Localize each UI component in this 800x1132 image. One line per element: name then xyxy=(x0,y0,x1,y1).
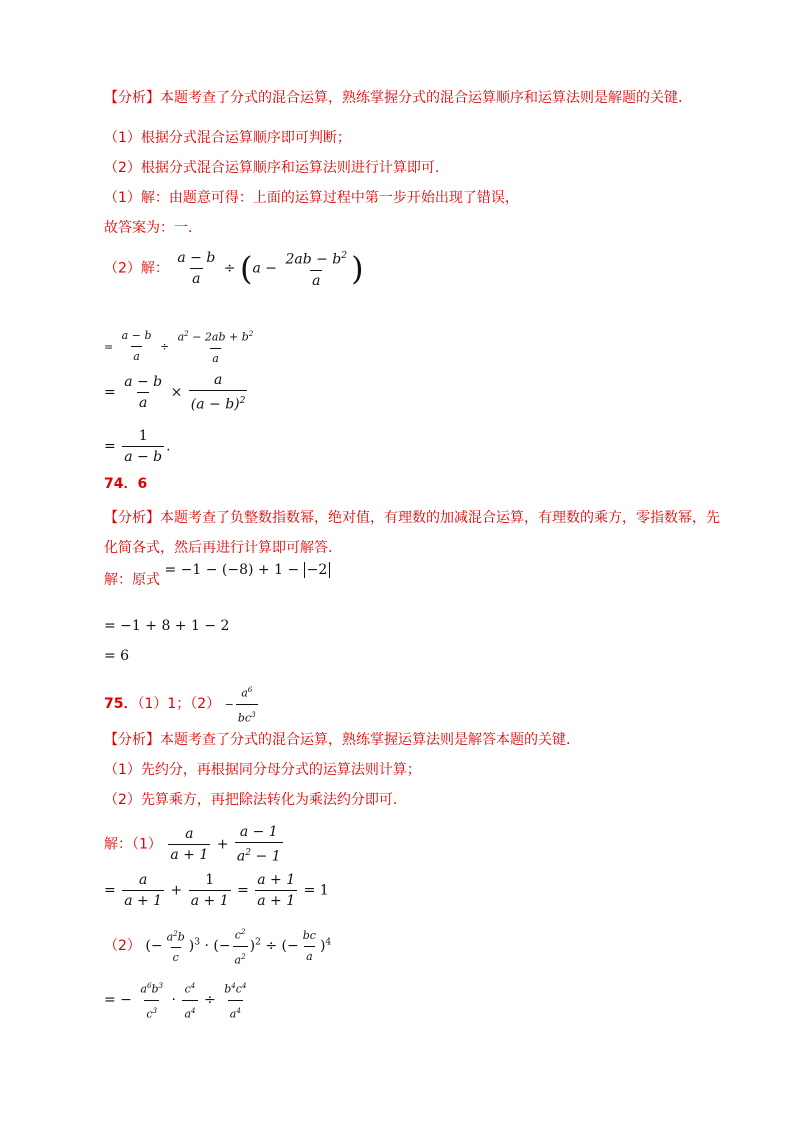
math-frac: $\frac{a}{a + 1}$ xyxy=(170,825,209,863)
solution-75-part2-label: （2） xyxy=(104,938,141,955)
math-frac: $\frac{a - b}{a}$ xyxy=(177,249,216,287)
math-frac: $\frac{c^2}{a^2}$ xyxy=(233,922,248,970)
analysis-75-part2: （2）先算乘方，再把除法转化为乘法约分即可. xyxy=(104,792,398,808)
solution-74-line3: = 6 xyxy=(104,648,130,664)
analysis-74-line1: 【分析】本题考查了负整数指数幂，绝对值，有理数的加减混合运算，有理数的乘方，零指数幂，先 xyxy=(104,510,720,526)
question-75-answer: （1）1；（2） xyxy=(137,696,221,713)
math-step-2: = $\frac{a - b}{a}$ × $\frac{a}{(a - b)^2}$ xyxy=(104,372,246,413)
math-frac: $\frac{a^6b^3}{c^3}$ xyxy=(138,976,165,1024)
analysis-73-part2: （2）根据分式混合运算顺序和运算法则进行计算即可. xyxy=(104,160,440,176)
solution-74-line1: 解：原式 = −1 − (−8) + 1 − −2 xyxy=(104,570,330,590)
solution-75-step: = $\frac{a}{a + 1}$ + $\frac{1}{a + 1}$ = $\frac{a + 1}{a + 1}$ = 1 xyxy=(104,872,329,909)
math-frac: $\frac{bc}{a}$ xyxy=(301,926,318,967)
solution-75-part2: （2） (− $\frac{a^2b}{c}$ )$^3$ · (− $\frac{c^2}{a^2}$ )$^2$ ÷ (− $\frac{bc}{a}$ )$^4$ xyxy=(104,922,331,970)
solution-74-line2: = −1 + 8 + 1 − 2 xyxy=(104,618,230,634)
solution-75-label: 解：（1） xyxy=(104,836,162,853)
analysis-75: 【分析】本题考查了分式的混合运算，熟练掌握运算法则是解答本题的关键. xyxy=(104,732,571,748)
math-frac: $\frac{1}{a - b}$ xyxy=(124,428,163,465)
solution-75-part1: 解：（1） $\frac{a}{a + 1}$ + $\frac{a - 1}{a^2 - 1}$ xyxy=(104,824,281,865)
analysis-74-line2: 化简各式，然后再进行计算即可解答. xyxy=(104,540,333,556)
answer-73-conclusion: 故答案为：一. xyxy=(104,220,193,236)
solution-74-label: 解：原式 xyxy=(104,572,160,588)
math-frac: $\frac{a}{a + 1}$ xyxy=(124,872,163,909)
math-step-1: = $\frac{a - b}{a}$ ÷ $\frac{a^2 - 2ab + b^2}{a}$ xyxy=(104,324,257,369)
math-frac: $\frac{a^6}{bc^3}$ xyxy=(236,680,258,728)
analysis-73: 【分析】本题考查了分式的混合运算，熟练掌握分式的混合运算顺序和运算法则是解题的关键. xyxy=(104,90,683,106)
solution-73-part2: （2）解： $\frac{a - b}{a}$ ÷ (a − $\frac{2ab - b^2}{a}$ ) xyxy=(104,246,364,291)
math-frac: $\frac{1}{a + 1}$ xyxy=(190,872,229,909)
math-frac: $\frac{a - 1}{a^2 - 1}$ xyxy=(236,824,281,865)
analysis-73-part1: （1）根据分式混合运算顺序即可判断； xyxy=(104,130,351,146)
question-75: 75．（1）1；（2） − $\frac{a^6}{bc^3}$ xyxy=(104,680,260,728)
analysis-75-part1: （1）先约分，再根据同分母分式的运算法则计算； xyxy=(104,762,421,778)
solution-73-label: （2）解： xyxy=(104,260,169,277)
solution-75-part2-step: = − $\frac{a^6b^3}{c^3}$ · $\frac{c^4}{a^4}$ ÷ $\frac{b^4c^4}{a^4}$ xyxy=(104,976,251,1024)
math-frac: $\frac{c^4}{a^4}$ xyxy=(182,976,197,1024)
math-frac: $\frac{a}{(a - b)^2}$ xyxy=(190,372,246,413)
math-frac: $\frac{a + 1}{a + 1}$ xyxy=(257,872,296,909)
question-74: 74．6 xyxy=(104,476,148,492)
math-frac: $\frac{b^4c^4}{a^4}$ xyxy=(222,976,248,1024)
math-frac: $\frac{2ab - b^2}{a}$ xyxy=(285,251,348,289)
math-frac: $\frac{a^2 - 2ab + b^2}{a}$ xyxy=(176,324,256,369)
question-75-number: 75． xyxy=(104,696,138,713)
math-frac: $\frac{a^2b}{c}$ xyxy=(165,924,187,969)
math-step-3: = $\frac{1}{a - b}$ . xyxy=(104,428,171,465)
math-frac: $\frac{a - b}{a}$ xyxy=(120,326,154,367)
answer-73-part1: （1）解：由题意可得：上面的运算过程中第一步开始出现了错误， xyxy=(104,190,519,206)
math-frac: $\frac{a - b}{a}$ xyxy=(124,373,163,411)
